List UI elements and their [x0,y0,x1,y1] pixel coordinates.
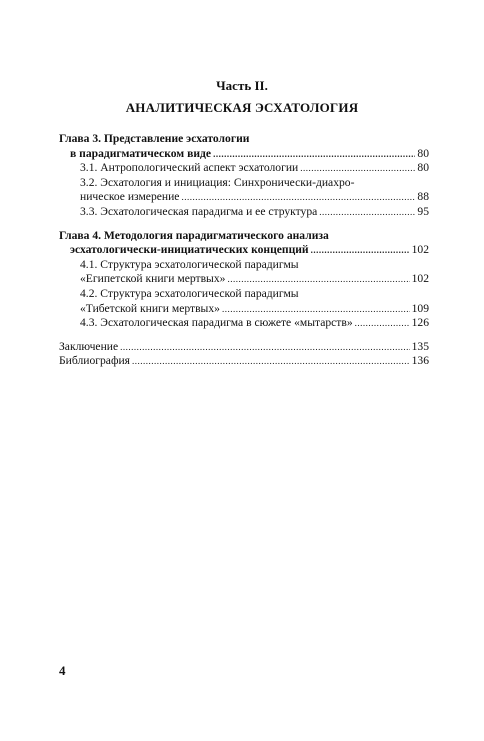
toc-page-number: 102 [411,272,429,286]
dot-leader [300,161,415,176]
toc-page-number: 102 [411,243,429,257]
toc-section-3-1: 3.1. Антропологический аспект эсхатологии ..... 80 [59,161,429,176]
dot-leader [213,147,415,162]
page-number: 4 [59,663,66,678]
dot-leader [355,316,410,331]
toc-page-number: 126 [411,316,429,330]
toc-chapter-3-title-line1: Глава 3. Представление эсхатологии [59,132,250,145]
toc-chapter-4-entry: эсхатологически-инициатических концепций ..... 102 [59,243,429,258]
toc-conclusion: Заключение ..... 135 [59,340,429,355]
toc-section-3-2-line2: ническое измерение ..... 88 [59,190,429,205]
toc-section-3-2-line1: 3.2. Эсхатология и инициация: Синхронически-диахро- [80,175,355,189]
toc-section-4-2-line2: «Тибетской книги мертвых» ..... 109 [59,302,429,317]
part-title: АНАЛИТИЧЕСКАЯ ЭСХАТОЛОГИЯ [125,100,359,115]
toc-page-number: 88 [417,190,429,204]
dot-leader [181,190,415,205]
toc-section-4-2-line1: 4.2. Структура эсхатологической парадигмы [80,286,299,300]
part-heading: Часть II. [216,78,268,93]
dot-leader [227,272,409,287]
dot-leader [120,340,409,355]
toc-page-number: 136 [411,354,429,368]
toc-page-number: 135 [411,339,429,353]
toc-page-number: 80 [417,161,429,175]
toc-section-4-1-line1: 4.1. Структура эсхатологической парадигмы [80,257,299,271]
toc-section-4-1-line2: «Египетской книги мертвых» ..... 102 [59,272,429,287]
toc-section-3-3: 3.3. Эсхатологическая парадигма и ее структура ..... 95 [59,205,429,220]
dot-leader [222,302,410,317]
toc-page-number: 95 [417,204,429,218]
dot-leader [311,243,410,258]
toc-section-4-3: 4.3. Эсхатологическая парадигма в сюжете «мытарств» ..... 126 [59,316,429,331]
toc-chapter-3-entry: в парадигматическом виде ..... 80 [59,147,429,162]
table-of-contents [59,132,429,369]
toc-page-number: 80 [417,146,429,160]
toc-page-number: 109 [411,301,429,315]
dot-leader [132,354,410,369]
toc-chapter-4-title-line1: Глава 4. Методология парадигматического анализа [59,228,329,242]
toc-bibliography: Библиография ..... 136 [59,354,429,369]
dot-leader [319,205,415,220]
